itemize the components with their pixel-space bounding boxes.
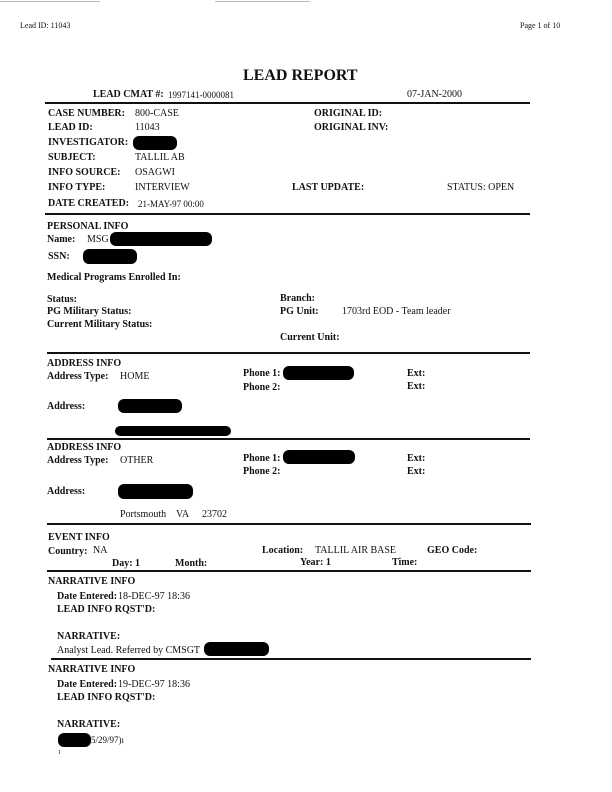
zip: 23702: [202, 509, 227, 520]
name-prefix: MSG: [87, 234, 109, 245]
case-number-label: CASE NUMBER:: [48, 108, 125, 119]
info-type-label: INFO TYPE:: [48, 182, 106, 193]
divider: [51, 658, 531, 660]
redaction: [118, 399, 182, 413]
redaction: [58, 733, 91, 747]
narrative-label: NARRATIVE:: [57, 631, 121, 642]
redaction: [118, 484, 193, 499]
redaction: [283, 366, 354, 380]
current-military-label: Current Military Status:: [47, 319, 153, 330]
ext1-label: Ext:: [407, 453, 426, 464]
address-heading: ADDRESS INFO: [47, 442, 122, 453]
ext2-label: Ext:: [407, 381, 426, 392]
ext1-label: Ext:: [407, 368, 426, 379]
address-type: OTHER: [120, 455, 154, 466]
country-label: Country:: [48, 546, 88, 557]
scan-artifact: [215, 1, 310, 2]
narrative-text: 5/29/97)ı: [91, 735, 124, 745]
status-label: Status:: [47, 294, 78, 305]
redaction: [204, 642, 269, 656]
phone1-label: Phone 1:: [243, 368, 281, 379]
scan-artifact: [0, 1, 100, 2]
branch-label: Branch:: [280, 293, 315, 304]
info-type: INTERVIEW: [135, 182, 190, 193]
ssn-label: SSN:: [48, 251, 70, 262]
location: TALLIL AIR BASE: [315, 545, 397, 556]
cmat-label: LEAD CMAT #:: [93, 89, 164, 100]
page-title: LEAD REPORT: [243, 67, 358, 84]
redaction: [115, 426, 231, 436]
date-entered: 18-DEC-97 18:36: [118, 591, 190, 602]
narrative-label: NARRATIVE:: [57, 719, 121, 730]
rqst-label: LEAD INFO RQST'D:: [57, 692, 156, 703]
footnote-mark: 1: [58, 750, 61, 756]
personal-heading: PERSONAL INFO: [47, 221, 129, 232]
report-date: 07-JAN-2000: [407, 89, 462, 100]
narrative-heading: NARRATIVE INFO: [48, 576, 136, 587]
date-created-label: DATE CREATED:: [48, 198, 130, 209]
rqst-label: LEAD INFO RQST'D:: [57, 604, 156, 615]
phone2-label: Phone 2:: [243, 382, 281, 393]
address-type-label: Address Type:: [47, 371, 109, 382]
date-created: 21-MAY-97 00:00: [138, 199, 204, 209]
divider: [45, 213, 530, 215]
subject-label: SUBJECT:: [48, 152, 96, 163]
info-source: OSAGWI: [135, 167, 175, 178]
ext2-label: Ext:: [407, 466, 426, 477]
investigator-label: INVESTIGATOR:: [48, 137, 129, 148]
narrative-heading: NARRATIVE INFO: [48, 664, 136, 675]
case-number: 800-CASE: [135, 108, 179, 119]
current-unit-label: Current Unit:: [280, 332, 340, 343]
geo-code-label: GEO Code:: [427, 545, 478, 556]
pg-unit-label: PG Unit:: [280, 306, 319, 317]
city: Portsmouth: [120, 509, 167, 520]
medical-label: Medical Programs Enrolled In:: [47, 272, 181, 283]
divider: [47, 570, 531, 572]
lead-id: 11043: [135, 122, 160, 133]
address-type-label: Address Type:: [47, 455, 109, 466]
original-id-label: ORIGINAL ID:: [314, 108, 383, 119]
year: Year: 1: [300, 557, 331, 568]
redaction: [133, 136, 177, 150]
name-label: Name:: [47, 234, 76, 245]
day: Day: 1: [112, 558, 141, 569]
address-label: Address:: [47, 486, 86, 497]
phone2-label: Phone 2:: [243, 466, 281, 477]
state: VA: [176, 509, 190, 520]
status: STATUS: OPEN: [447, 182, 515, 193]
date-entered-label: Date Entered:: [57, 591, 118, 602]
info-source-label: INFO SOURCE:: [48, 167, 121, 178]
original-inv-label: ORIGINAL INV:: [314, 122, 389, 133]
divider: [45, 102, 530, 104]
pg-military-label: PG Military Status:: [47, 306, 132, 317]
address-heading: ADDRESS INFO: [47, 358, 122, 369]
subject: TALLIL AB: [135, 152, 185, 163]
location-label: Location:: [262, 545, 304, 556]
date-entered: 19-DEC-97 18:36: [118, 679, 190, 690]
phone1-label: Phone 1:: [243, 453, 281, 464]
divider: [47, 352, 530, 354]
event-heading: EVENT INFO: [48, 532, 110, 543]
header-lead-id: Lead ID: 11043: [20, 21, 71, 30]
page-number: Page 1 of 10: [520, 21, 561, 30]
divider: [47, 523, 531, 525]
time: Time:: [392, 557, 418, 568]
address-type: HOME: [120, 371, 150, 382]
country: NA: [93, 545, 108, 556]
redaction: [83, 249, 137, 264]
cmat-value: 1997141-0000081: [168, 90, 234, 100]
narrative-text: Analyst Lead. Referred by CMSGT: [57, 645, 201, 656]
address-label: Address:: [47, 401, 86, 412]
pg-unit: 1703rd EOD - Team leader: [342, 306, 451, 317]
last-update-label: LAST UPDATE:: [292, 182, 365, 193]
month: Month:: [175, 558, 208, 569]
date-entered-label: Date Entered:: [57, 679, 118, 690]
divider: [47, 438, 530, 440]
lead-id-label: LEAD ID:: [48, 122, 93, 133]
redaction: [110, 232, 212, 246]
redaction: [283, 450, 355, 464]
